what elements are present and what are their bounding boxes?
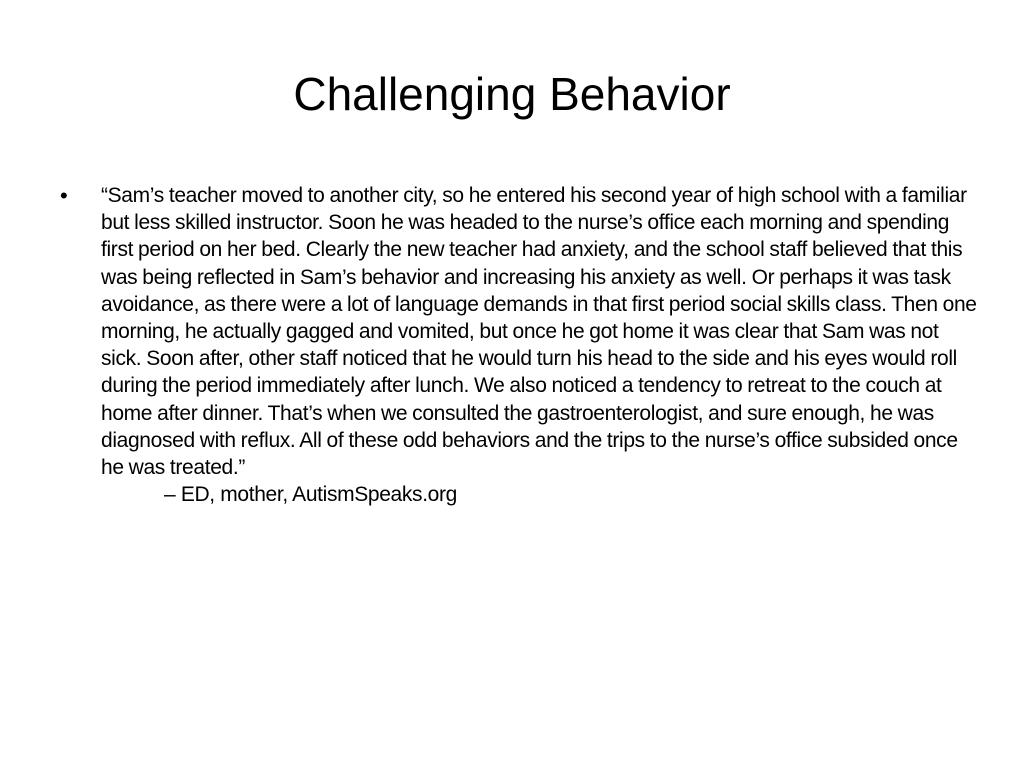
quote-attribution: – ED, mother, AutismSpeaks.org xyxy=(164,483,457,507)
slide-title: Challenging Behavior xyxy=(293,68,731,120)
quote-text: “Sam’s teacher moved to another city, so he entered his second year of high school with a familiar but less skilled instructor. Soon he was headed to the nurse’s office each morning and spending first period on her bed. Clearly the new teacher had anxiety, and the school staff believed that this was being reflected in Sam’s behavior and increasing his anxiety as well. Or perhaps it was task avoidance, as there were a lot of language demands in that first period social skills class. Then one morning, he actually gagged and vomited, but once he got home it was clear that Sam was not sick. Soon after, other staff noticed that he would turn his head to the side and his eyes would roll during the period immediately after lunch. We also noticed a tendency to retreat to the couch at home after dinner. That’s when we consulted the gastroenterologist, and sure enough, he was diagnosed with reflux. All of these odd behaviors and the trips to the nurse’s office subsided once he was treated.” xyxy=(101,184,977,480)
bullet-icon: • xyxy=(60,183,68,208)
bullet-item xyxy=(60,182,980,508)
slide-body xyxy=(60,182,980,508)
